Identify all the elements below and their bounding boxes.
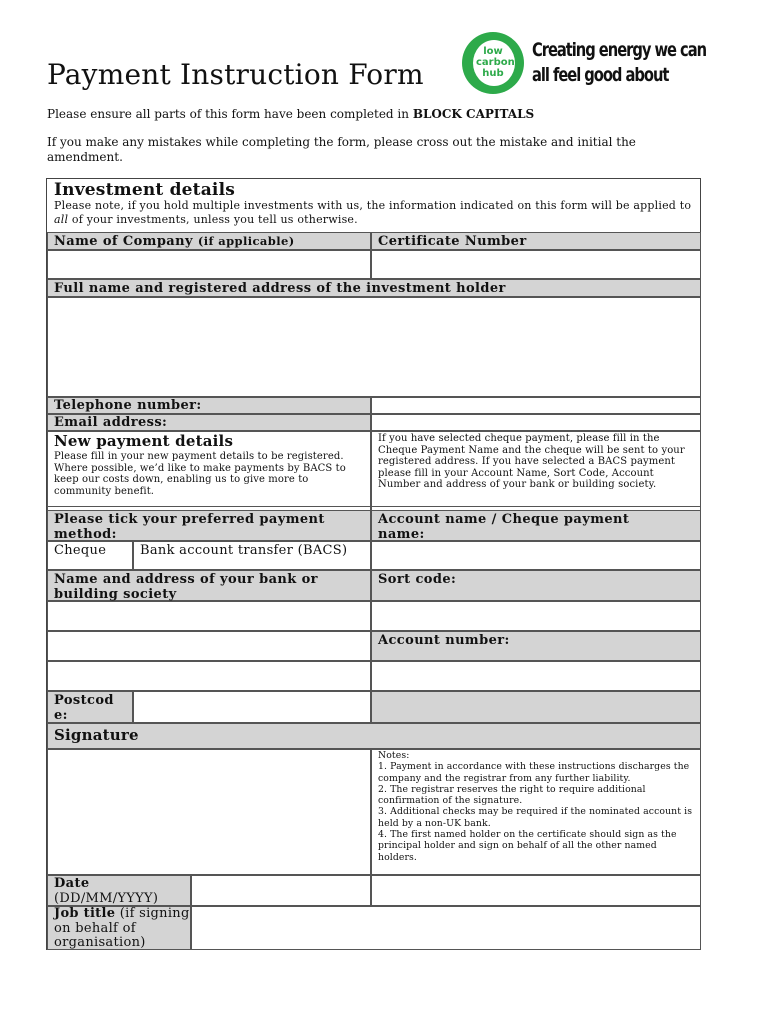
sort-code-header [371,570,701,601]
signature-input[interactable] [47,749,371,875]
postcode-input[interactable] [133,691,371,723]
job-title-suffix: (if signing on behalf of organisation) [54,906,190,950]
account-number-label: Account number: [378,633,510,648]
postcode-label: Postcode: [54,693,114,723]
certificate-number-header [371,232,701,250]
signature-notes [371,749,701,875]
postcode-header [47,691,133,723]
bank-address-label: Name and address of your bank or building society [54,572,318,602]
note-item: 4. The first named holder on the certificate should sign as the principal holder and sign on behalf of all the other named holders. [378,829,677,863]
account-name-label: Account name / Cheque payment name: [378,512,630,542]
account-number-header [371,631,701,661]
email-header [47,414,371,431]
investment-note-text-b: of your investments, unless you tell us otherwise. [71,212,358,226]
note-item: 1. Payment in accordance with these instructions discharges the company and the registrar from any further liability. [378,761,690,784]
logo-word-carbon: carbon [476,57,515,68]
job-title-label: Job title [54,906,116,921]
company-name-input[interactable] [47,250,371,279]
signature-heading: Signature [54,726,139,744]
tagline-line-1: Creating energy we can [532,39,707,61]
bank-address-input-3[interactable] [47,661,371,691]
cheque-note: If you have selected cheque payment, please fill in the Cheque Payment Name and the cheque will be sent to your registered address. If you have selected a BACS payment please fill in your Account Name, Sort Code, Account Number and address of your bank or building society. [378,433,685,490]
signature-header [47,723,701,749]
note-item: 3. Additional checks may be required if the nominated account is held by a non-UK bank. [378,806,693,829]
company-name-label: Name of Company [54,234,193,249]
date-side-cell [371,875,701,906]
logo-word-hub: hub [482,68,504,79]
account-name-input[interactable] [371,541,701,570]
instructions-text: Please ensure all parts of this form have been completed in [47,107,409,121]
page-title: Payment Instruction Form [47,58,424,91]
cheque-note-block [371,431,701,507]
email-input[interactable] [371,414,701,431]
full-name-header [47,279,701,297]
account-number-input[interactable] [371,661,701,691]
email-label: Email address: [54,415,168,430]
logo-word-low: low [483,46,503,57]
company-name-suffix: (if applicable) [197,234,295,248]
account-name-header [371,510,701,541]
payment-method-header [47,510,371,541]
full-name-label: Full name and registered address of the investment holder [54,281,506,296]
postcode-side-cell [371,691,701,723]
full-name-address-input[interactable] [47,297,701,397]
investment-note [54,199,694,226]
date-format: (DD/MM/YYYY) [54,891,159,906]
bank-address-input-1[interactable] [47,601,371,631]
date-input[interactable] [191,875,371,906]
date-header [47,875,191,906]
company-name-header [47,232,371,250]
notes-heading: Notes: [378,750,410,761]
payment-method-label: Please tick your preferred payment method: [54,512,325,542]
investment-details-heading: Investment details [54,180,236,200]
block-capitals-emphasis: BLOCK CAPITALS [412,107,535,121]
bank-address-input-2[interactable] [47,631,371,661]
bacs-option-label: Bank account transfer (BACS) [140,543,348,558]
new-payment-details-intro: Please fill in your new payment details to be registered. Where possible, we’d like to make payments by BACS to keep our costs down, enabling us to give more to community benefit. [54,451,346,497]
job-title-input[interactable] [191,906,701,950]
certificate-number-label: Certificate Number [378,234,527,249]
new-payment-details-heading: New payment details [54,432,234,450]
tagline-line-2: all feel good about [532,64,669,86]
instructions-mistakes: If you make any mistakes while completing the form, please cross out the mistake and initial the amendment. [47,135,636,164]
investment-note-emphasis: all [54,212,69,226]
logo-wordmark [476,46,515,79]
bacs-option[interactable] [133,541,371,570]
job-title-header [47,906,191,950]
telephone-header [47,397,371,414]
telephone-input[interactable] [371,397,701,414]
cheque-option[interactable] [47,541,133,570]
date-label: Date [54,876,90,891]
sort-code-input[interactable] [371,601,701,631]
bank-address-header [47,570,371,601]
note-item: 2. The registrar reserves the right to require additional confirmation of the signature. [378,783,646,807]
instructions-capitals [47,107,534,121]
sort-code-label: Sort code: [378,572,457,587]
cheque-option-label: Cheque [54,543,107,558]
logo-tagline [532,38,706,88]
payment-form [46,178,701,950]
new-payment-details-block [47,431,371,507]
telephone-label: Telephone number: [54,398,202,413]
investment-note-text-a: Please note, if you hold multiple investments with us, the information indicated on this form will be applied to [54,199,692,212]
certificate-number-input[interactable] [371,250,701,279]
low-carbon-hub-logo [462,32,707,92]
